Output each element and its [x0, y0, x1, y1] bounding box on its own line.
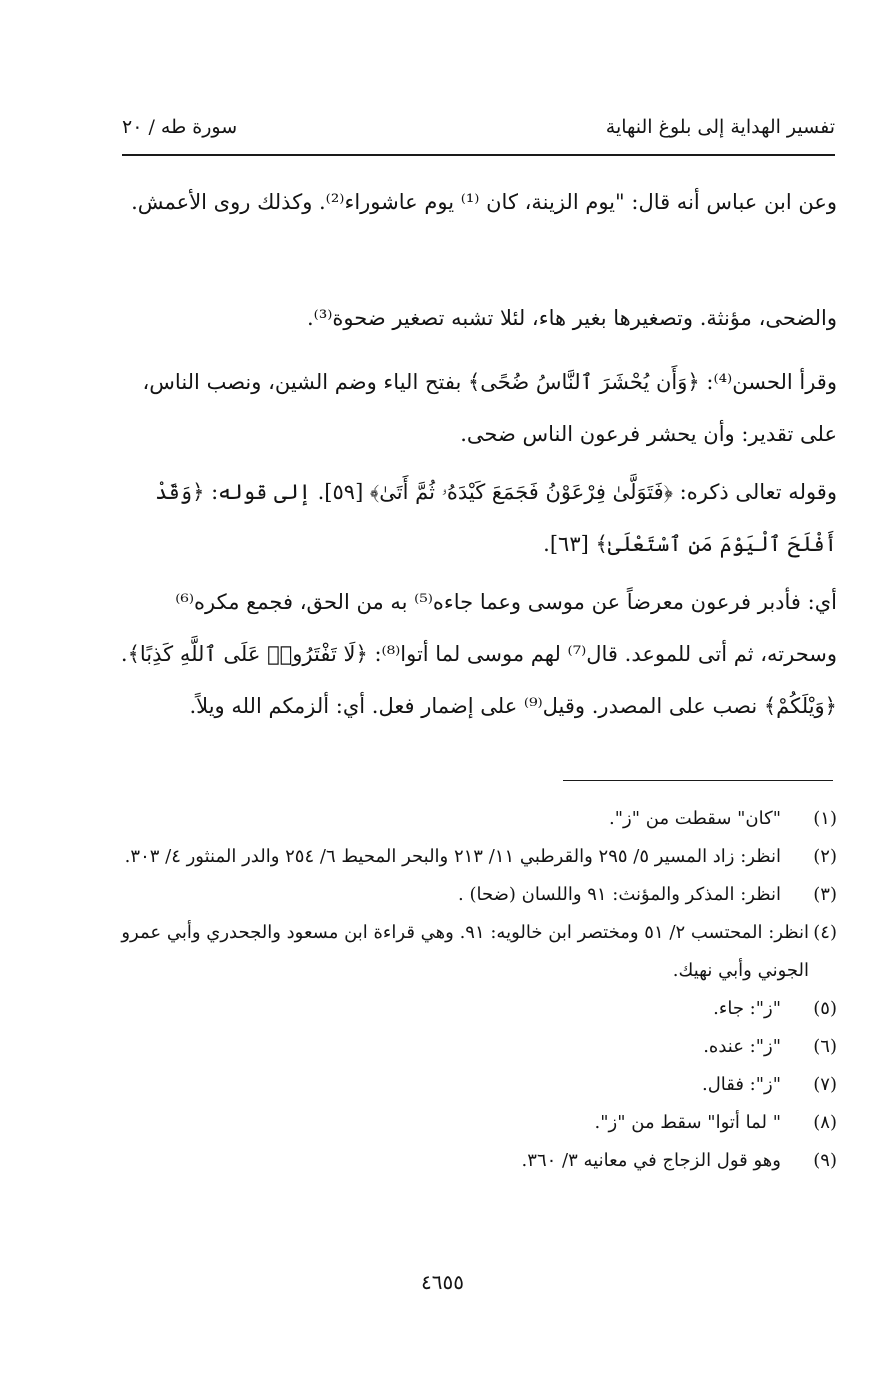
footnote-item	[118, 1104, 837, 1142]
footnote-item	[118, 1066, 837, 1104]
footnote-text: انظر: المذكر والمؤنث: ٩١ واللسان (ضحا) .	[458, 884, 781, 905]
paragraph-ibn-abbas: وعن ابن عباس أنه قال: "يوم الزينة، كان ⁽¹⁾ يوم عاشوراء⁽²⁾. وكذلك روى الأعمش.	[131, 190, 837, 214]
paragraph-duha: والضحى، مؤنثة. وتصغيرها بغير هاء، لئلا تشبه تصغير ضحوة⁽³⁾.	[307, 306, 837, 330]
footnote-number: (١)	[813, 808, 837, 829]
running-header	[122, 112, 835, 146]
book-title: تفسير الهداية إلى بلوغ النهاية	[605, 116, 835, 138]
footnote-text: انظر: المحتسب ٢/ ٥١ ومختصر ابن خالويه: ٩١. وهي قراءة ابن مسعود والجحدري وأبي عمرو الجوني وأبي نهيك.	[121, 922, 809, 981]
footnote-number: (٣)	[813, 884, 837, 905]
footnote-text: انظر: زاد المسير ٥/ ٢٩٥ والقرطبي ١١/ ٢١٣ والبحر المحيط ٦/ ٢٥٤ والدر المنثور ٤/ ٣٠٣.	[124, 846, 781, 867]
footnote-item	[118, 800, 837, 838]
footnote-item	[118, 990, 837, 1028]
footnote-number: (٦)	[813, 1036, 837, 1057]
footnote-item	[118, 876, 837, 914]
footnote-item	[118, 1028, 837, 1066]
footnote-text: "ز": جاء.	[713, 998, 781, 1019]
footnote-number: (٥)	[813, 998, 837, 1019]
footnote-number: (٧)	[813, 1074, 837, 1095]
paragraph-verse-quote: وقوله تعالى ذكره: ﴿فَتَوَلَّىٰ فِرْعَوْنُ فَجَمَعَ كَيْدَهُۥ ثُمَّ أَتَىٰ﴾ [٥٩]. إلى قوله: ﴿وَقَدْ أَفْلَحَ ٱلْيَوْمَ مَنِ ٱسْتَعْلَىٰ﴾ [٦٣].	[155, 480, 837, 556]
footnote-text: " لما أتوا" سقط من "ز".	[594, 1112, 781, 1133]
footnote-number: (٢)	[813, 846, 837, 867]
footnote-item	[118, 914, 837, 990]
footnote-number: (٩)	[813, 1150, 837, 1171]
paragraph-commentary: أي: فأدبر فرعون معرضاً عن موسى وعما جاءه⁽⁵⁾ به من الحق، فجمع مكره⁽⁶⁾ وسحرته، ثم أتى للموعد. قال⁽⁷⁾ لهم موسى لما أتوا⁽⁸⁾: ﴿لَا تَفْتَرُوا۟ عَلَى ٱللَّهِ كَذِبًا﴾. ﴿وَيْلَكُمْ﴾ نصب على المصدر. وقيل⁽⁹⁾ على إضمار فعل. أي: ألزمكم الله ويلاً.	[120, 590, 837, 718]
footnote-number: (٨)	[813, 1112, 837, 1133]
page-number: ٤٦٥٥	[421, 1270, 464, 1294]
footnote-item	[118, 838, 837, 876]
footnote-text: "ز": فقال.	[701, 1074, 781, 1095]
footnote-text: "كان" سقطت من "ز".	[609, 808, 781, 829]
paragraph-hasan-reading: وقرأ الحسن⁽⁴⁾: ﴿وَأَن يُحْشَرَ ٱلنَّاسُ ضُحًى﴾ بفتح الياء وضم الشين، ونصب الناس، على تقدير: وأن يحشر فرعون الناس ضحى.	[142, 370, 837, 446]
header-rule	[122, 154, 835, 156]
footnote-item	[118, 1142, 837, 1180]
footnote-text: "ز": عنده.	[703, 1036, 781, 1057]
footnotes-list	[118, 800, 837, 1180]
footnote-number: (٤)	[813, 922, 837, 943]
surah-reference: سورة طه / ٢٠	[122, 116, 238, 138]
footnote-rule	[563, 780, 833, 781]
footnote-text: وهو قول الزجاج في معانيه ٣/ ٣٦٠.	[521, 1150, 781, 1171]
